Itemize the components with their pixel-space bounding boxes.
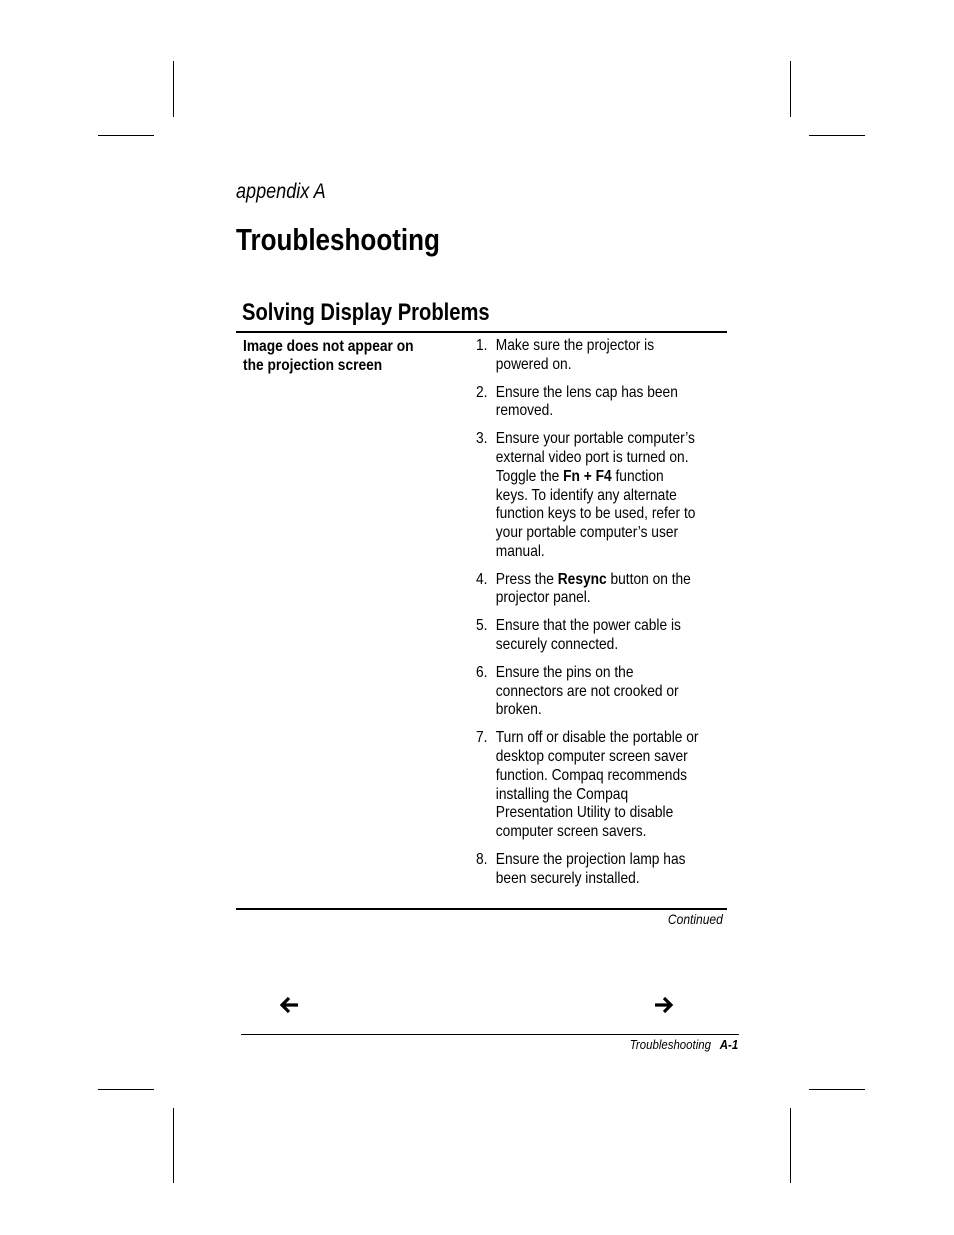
step-text: manual. [495, 542, 545, 560]
step-text: powered on. [495, 355, 572, 373]
step-number: 8. [476, 850, 488, 868]
crop-mark [98, 1089, 154, 1090]
crop-mark [809, 1089, 865, 1090]
problem-label-line: the projection screen [243, 357, 383, 374]
crop-mark [790, 61, 791, 117]
arrow-right-icon [652, 994, 674, 1016]
step-text-part: button on the [606, 570, 691, 588]
crop-mark [173, 61, 174, 117]
section-heading: Solving Display Problems [242, 299, 490, 326]
arrow-left-icon [279, 994, 301, 1016]
crop-mark [790, 1108, 791, 1183]
crop-mark [809, 135, 865, 136]
step-1 [476, 337, 734, 374]
step-number: 3. [476, 430, 488, 448]
step-text: desktop computer screen saver [495, 748, 688, 766]
footer-section-name: Troubleshooting [629, 1037, 711, 1052]
page-footer [630, 1037, 738, 1052]
problem-label-line: Image does not appear on [243, 338, 414, 355]
page-number: A-1 [719, 1037, 738, 1052]
step-number: 2. [476, 383, 488, 401]
previous-page-button[interactable] [279, 994, 301, 1016]
table-bottom-rule [236, 908, 727, 910]
footer-rule [241, 1034, 739, 1035]
step-text: been securely installed. [495, 869, 640, 887]
step-number: 7. [476, 729, 488, 747]
step-8 [476, 851, 734, 888]
step-text: function keys to be used, refer to [495, 505, 696, 523]
step-2 [476, 384, 734, 421]
step-text [496, 571, 734, 590]
step-text: Ensure that the power cable is [495, 617, 681, 635]
key-combo: Fn + F4 [563, 467, 612, 485]
step-3 [476, 430, 734, 561]
step-text: projector panel. [495, 589, 591, 607]
step-text: securely connected. [495, 636, 619, 654]
step-text: your portable computer’s user [495, 523, 679, 541]
continued-label: Continued [668, 911, 723, 927]
step-text: Make sure the projector is [495, 337, 655, 354]
button-name: Resync [557, 570, 607, 588]
crop-mark [98, 135, 154, 136]
step-5 [476, 617, 734, 654]
step-text: Ensure your portable computer’s [495, 430, 695, 448]
step-text: removed. [495, 402, 554, 420]
step-number: 6. [476, 664, 488, 682]
step-text: external video port is turned on. [495, 449, 689, 467]
step-text: Ensure the lens cap has been [495, 383, 678, 401]
step-number: 1. [476, 337, 488, 354]
step-text: Turn off or disable the portable or [495, 729, 699, 747]
step-text: installing the Compaq [495, 785, 629, 803]
step-text [496, 468, 734, 487]
step-text: Ensure the projection lamp has [495, 850, 686, 868]
crop-mark [173, 1108, 174, 1183]
step-7 [476, 729, 734, 841]
step-text-part: function [611, 467, 664, 485]
step-text: broken. [495, 701, 542, 719]
appendix-label: appendix A [236, 180, 326, 203]
step-6 [476, 664, 734, 720]
table-top-rule [236, 331, 727, 333]
step-text: connectors are not crooked or [495, 682, 679, 700]
step-text: Presentation Utility to disable [495, 804, 674, 822]
step-text-part: Toggle the [495, 467, 564, 485]
step-text: function. Compaq recommends [495, 766, 687, 784]
step-text: keys. To identify any alternate [495, 486, 677, 504]
next-page-button[interactable] [652, 994, 674, 1016]
step-number: 5. [476, 617, 488, 635]
page-title: Troubleshooting [236, 222, 440, 257]
solution-steps [476, 337, 734, 898]
problem-label [243, 337, 414, 375]
step-text: computer screen savers. [495, 822, 647, 840]
step-number: 4. [476, 570, 488, 588]
step-text: Ensure the pins on the [495, 664, 634, 682]
step-4 [476, 571, 734, 608]
step-text-part: Press the [495, 570, 558, 588]
